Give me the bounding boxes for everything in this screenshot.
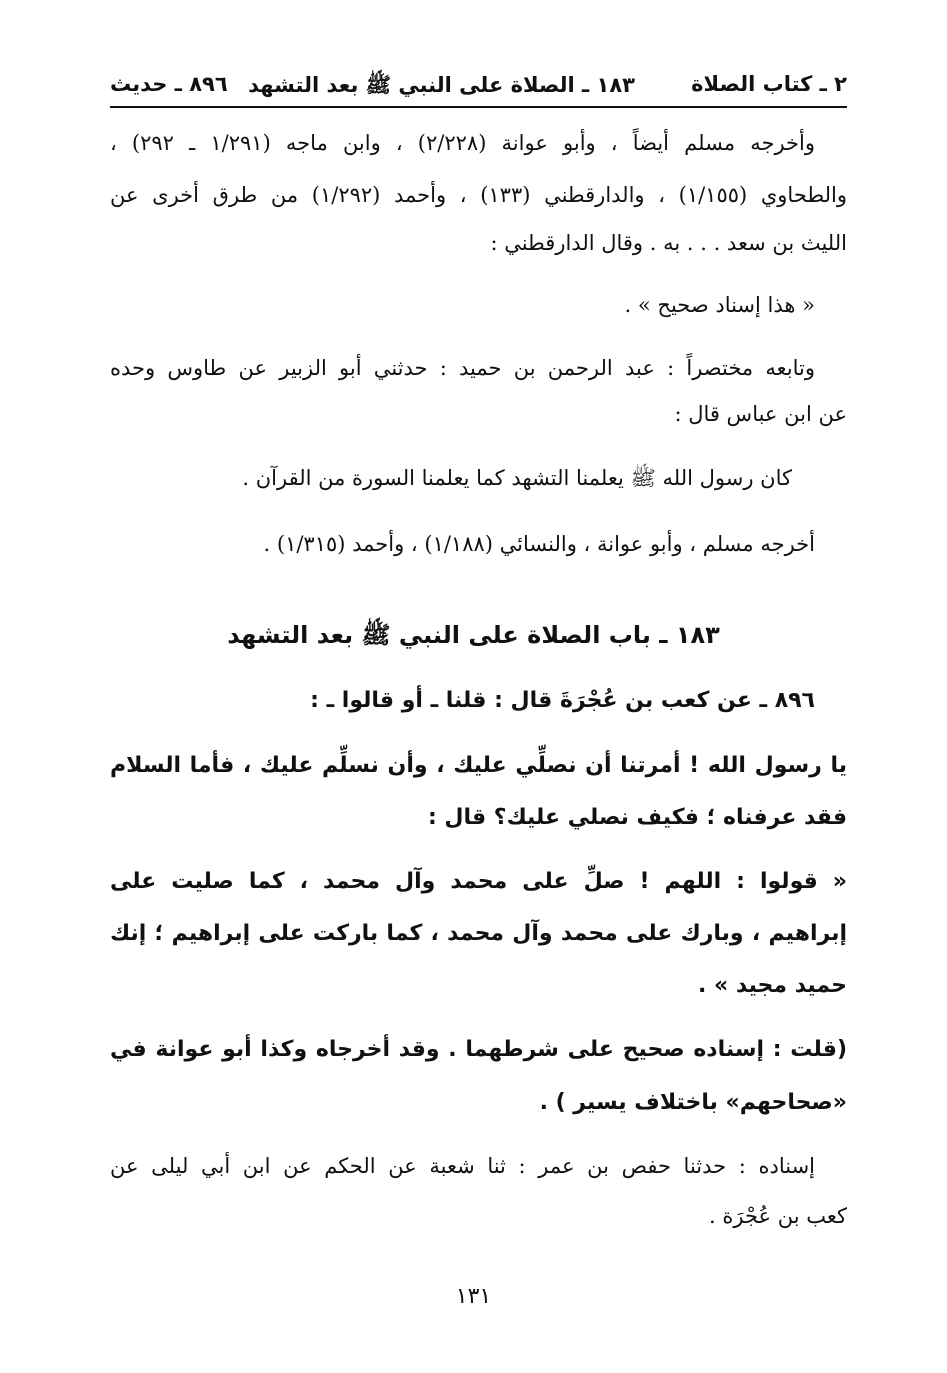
- hadith-line: حميد مجيد » .: [697, 973, 847, 998]
- chapter-heading: ١٨٣ ـ باب الصلاة على النبي ﷺ بعد التشهد: [227, 621, 720, 649]
- header-chapter-title: ١٨٣ ـ الصلاة على النبي ﷺ بعد التشهد: [248, 73, 635, 97]
- page-number: ١٣١: [455, 1284, 492, 1309]
- running-header: [110, 66, 847, 108]
- narration-line: كان رسول الله ﷺ يعلمنا التشهد كما يعلمنا السورة من القرآن .: [242, 466, 792, 490]
- header-book-title: ٢ ـ كتاب الصلاة: [691, 72, 847, 96]
- text-line: الليث بن سعد . . . به . وقال الدارقطني :: [490, 231, 847, 255]
- hadith-line: ٨٩٦ ـ عن كعب بن عُجْرَةَ قال : قلنا ـ أو قالوا ـ :: [310, 688, 815, 713]
- hadith-line: فقد عرفناه ؛ فكيف نصلي عليك؟ قال :: [427, 805, 847, 830]
- text-line: عن ابن عباس قال :: [674, 402, 847, 426]
- hadith-line: « قولوا : اللهم ! صلِّ على محمد وآل محمد ، كما صليت على: [110, 869, 847, 894]
- hadith-line: إبراهيم ، وبارك على محمد وآل محمد ، كما باركت على إبراهيم ؛ إنك: [110, 921, 847, 946]
- text-line: أخرجه مسلم ، وأبو عوانة ، والنسائي (١/١٨٨) ، وأحمد (١/٣١٥) .: [263, 532, 815, 556]
- note-line: «صحاحهم» باختلاف يسير ) .: [539, 1090, 847, 1115]
- hadith-line: يا رسول الله ! أمرتنا أن نصلِّي عليك ، وأن نسلِّم عليك ، فأما السلام: [110, 753, 847, 778]
- text-line: وأخرجه مسلم أيضاً ، وأبو عوانة (٢/٢٢٨) ، وابن ماجه (١/٢٩١ ـ ٢٩٢) ،: [110, 131, 815, 155]
- text-line: وتابعه مختصراً : عبد الرحمن بن حميد : حدثني أبو الزبير عن طاوس وحده: [110, 356, 815, 380]
- isnad-line: إسناده : حدثنا حفص بن عمر : ثنا شعبة عن الحكم عن ابن أبي ليلى عن: [110, 1154, 815, 1178]
- isnad-line: كعب بن عُجْرَة .: [709, 1204, 847, 1228]
- text-line: والطحاوي (١/١٥٥) ، والدارقطني (١٣٣) ، وأحمد (١/٢٩٢) من طرق أخرى عن: [110, 183, 847, 207]
- header-hadith-number: ٨٩٦ ـ حديث: [110, 72, 228, 96]
- quote-line: « هذا إسناد صحيح » .: [624, 293, 815, 317]
- note-line: (قلت : إسناده صحيح على شرطهما . وقد أخرجاه وكذا أبو عوانة في: [110, 1037, 847, 1062]
